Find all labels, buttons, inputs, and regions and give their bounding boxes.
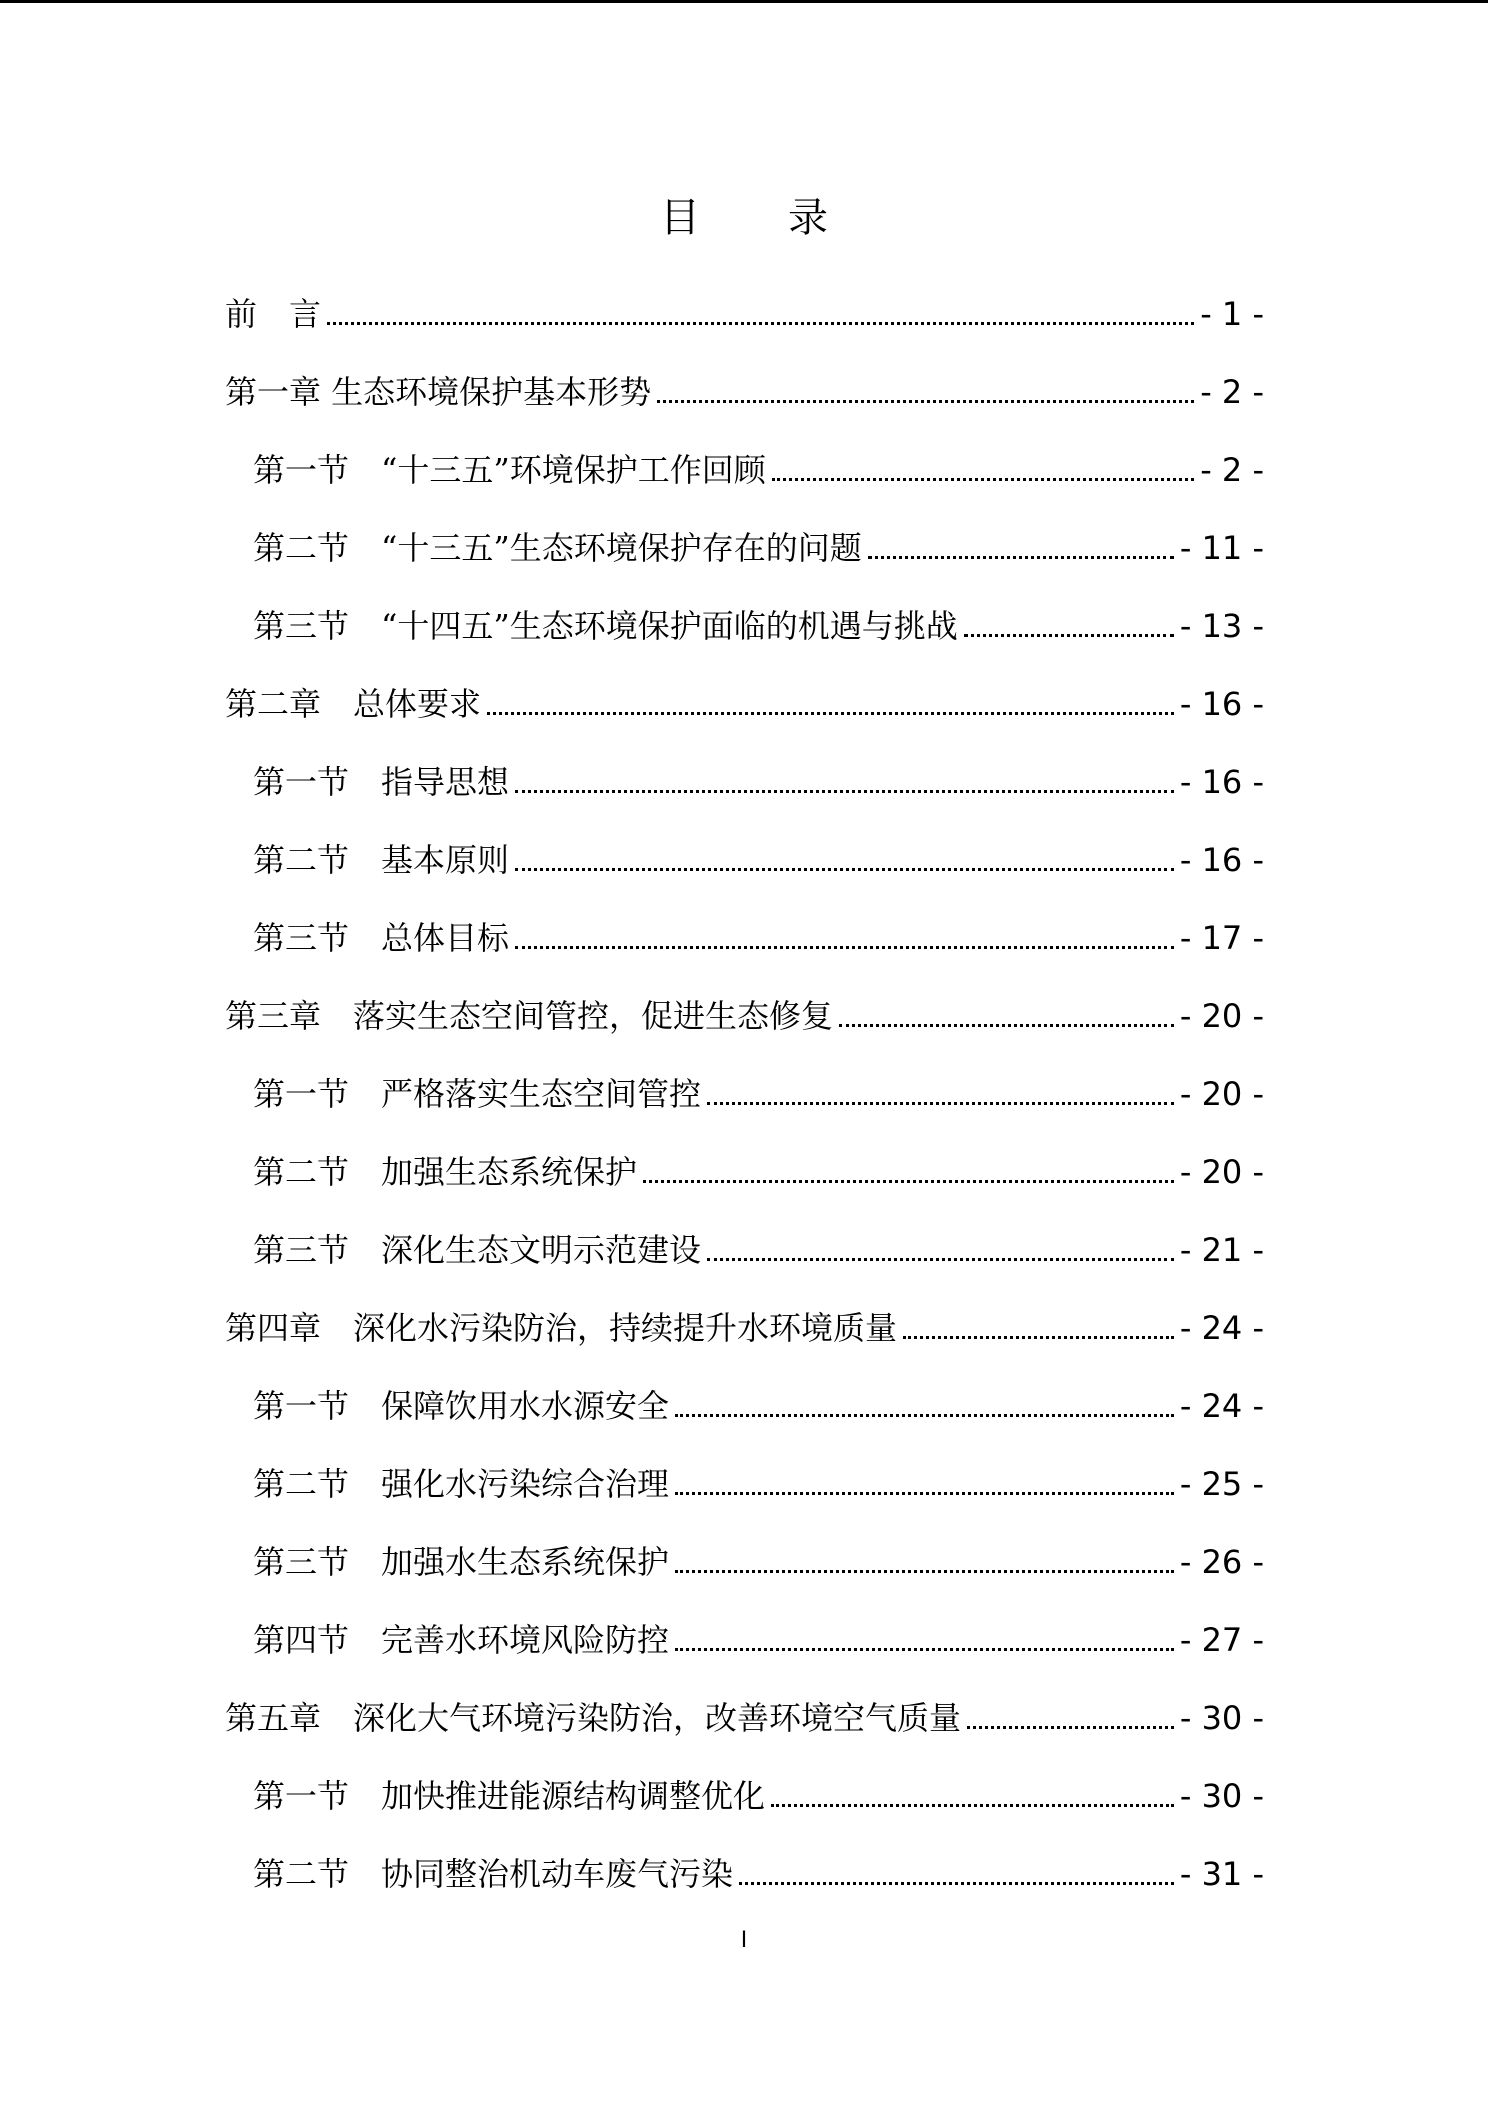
dot-leader [675, 1570, 1174, 1573]
dot-leader [771, 1804, 1174, 1807]
toc-entry-label: 第三节 深化生态文明示范建设 [253, 1231, 702, 1269]
toc-entry-label: 第一节 加快推进能源结构调整优化 [253, 1777, 766, 1815]
toc-entry-label: 第二节 强化水污染综合治理 [253, 1465, 670, 1503]
dot-leader [487, 712, 1174, 715]
toc-entry-page-number: - 30 - [1179, 1777, 1264, 1815]
toc-entry-page-number: - 2 - [1200, 451, 1264, 489]
toc-chapter-entry[interactable] [225, 350, 1264, 428]
toc-entry-label: 第二章 总体要求 [225, 685, 482, 723]
toc-entry-page-number: - 17 - [1179, 919, 1264, 957]
dot-leader [903, 1336, 1174, 1339]
toc-section-entry[interactable] [225, 506, 1264, 584]
toc-entry-page-number: - 24 - [1179, 1387, 1264, 1425]
toc-entry-label: 第三节 总体目标 [253, 919, 510, 957]
toc-chapter-entry[interactable] [225, 272, 1264, 350]
dot-leader [707, 1258, 1174, 1261]
toc-entry-label: 第一节 保障饮用水水源安全 [253, 1387, 670, 1425]
dot-leader [675, 1492, 1174, 1495]
toc-title: 目 录 [660, 195, 852, 241]
toc-entry-label: 前 言 [225, 295, 322, 333]
dot-leader [839, 1024, 1174, 1027]
toc-entry-label: 第四节 完善水环境风险防控 [253, 1621, 670, 1659]
dot-leader [515, 946, 1174, 949]
toc-section-entry[interactable] [225, 584, 1264, 662]
dot-leader [707, 1102, 1174, 1105]
toc-entry-page-number: - 20 - [1179, 997, 1264, 1035]
dot-leader [657, 400, 1194, 403]
dot-leader [772, 478, 1194, 481]
toc-entry-page-number: - 1 - [1200, 295, 1264, 333]
toc-entry-label: 第三节 “十四五”生态环境保护面临的机遇与挑战 [253, 607, 958, 645]
toc-section-entry[interactable] [225, 1130, 1264, 1208]
toc-chapter-entry[interactable] [225, 974, 1264, 1052]
toc-chapter-entry[interactable] [225, 662, 1264, 740]
toc-section-entry[interactable] [225, 1598, 1264, 1676]
toc-chapter-entry[interactable] [225, 1676, 1264, 1754]
toc-section-entry[interactable] [225, 1442, 1264, 1520]
toc-entry-label: 第三节 加强水生态系统保护 [253, 1543, 670, 1581]
dot-leader [739, 1882, 1174, 1885]
toc-entry-page-number: - 20 - [1179, 1153, 1264, 1191]
toc-entry-page-number: - 30 - [1179, 1699, 1264, 1737]
toc-entry-label: 第三章 落实生态空间管控，促进生态修复 [225, 997, 834, 1035]
dot-leader [515, 790, 1174, 793]
toc-entry-label: 第一章 生态环境保护基本形势 [225, 373, 652, 411]
toc-entry-page-number: - 27 - [1179, 1621, 1264, 1659]
dot-leader [675, 1414, 1174, 1417]
top-border-line [0, 0, 1488, 3]
toc-section-entry[interactable] [225, 428, 1264, 506]
page-number-footer: I [740, 1928, 748, 1953]
toc-entry-page-number: - 11 - [1179, 529, 1264, 567]
dot-leader [967, 1726, 1174, 1729]
dot-leader [327, 322, 1194, 325]
toc-entry-label: 第四章 深化水污染防治，持续提升水环境质量 [225, 1309, 898, 1347]
toc-entry-label: 第一节 “十三五”环境保护工作回顾 [253, 451, 766, 489]
toc-chapter-entry[interactable] [225, 1286, 1264, 1364]
toc-entry-label: 第五章 深化大气环境污染防治，改善环境空气质量 [225, 1699, 962, 1737]
toc-entry-page-number: - 20 - [1179, 1075, 1264, 1113]
toc-section-entry[interactable] [225, 818, 1264, 896]
dot-leader [515, 868, 1174, 871]
dot-leader [964, 634, 1174, 637]
toc-entry-label: 第二节 加强生态系统保护 [253, 1153, 638, 1191]
toc-section-entry[interactable] [225, 1754, 1264, 1832]
toc-entry-label: 第一节 严格落实生态空间管控 [253, 1075, 702, 1113]
toc-section-entry[interactable] [225, 1208, 1264, 1286]
dot-leader [675, 1648, 1174, 1651]
toc-entry-page-number: - 13 - [1179, 607, 1264, 645]
toc-entry-page-number: - 16 - [1179, 841, 1264, 879]
toc-entry-page-number: - 2 - [1200, 373, 1264, 411]
dot-leader [643, 1180, 1174, 1183]
toc-entry-page-number: - 16 - [1179, 685, 1264, 723]
toc-entry-page-number: - 24 - [1179, 1309, 1264, 1347]
table-of-contents [225, 272, 1264, 1910]
toc-entry-page-number: - 31 - [1179, 1855, 1264, 1893]
toc-entry-label: 第二节 协同整治机动车废气污染 [253, 1855, 734, 1893]
toc-entry-page-number: - 16 - [1179, 763, 1264, 801]
toc-section-entry[interactable] [225, 1364, 1264, 1442]
toc-entry-label: 第二节 基本原则 [253, 841, 510, 879]
toc-section-entry[interactable] [225, 740, 1264, 818]
toc-entry-page-number: - 21 - [1179, 1231, 1264, 1269]
toc-section-entry[interactable] [225, 1832, 1264, 1910]
toc-entry-label: 第二节 “十三五”生态环境保护存在的问题 [253, 529, 862, 567]
dot-leader [868, 556, 1174, 559]
toc-entry-page-number: - 26 - [1179, 1543, 1264, 1581]
toc-section-entry[interactable] [225, 896, 1264, 974]
toc-entry-page-number: - 25 - [1179, 1465, 1264, 1503]
toc-section-entry[interactable] [225, 1520, 1264, 1598]
toc-section-entry[interactable] [225, 1052, 1264, 1130]
toc-entry-label: 第一节 指导思想 [253, 763, 510, 801]
